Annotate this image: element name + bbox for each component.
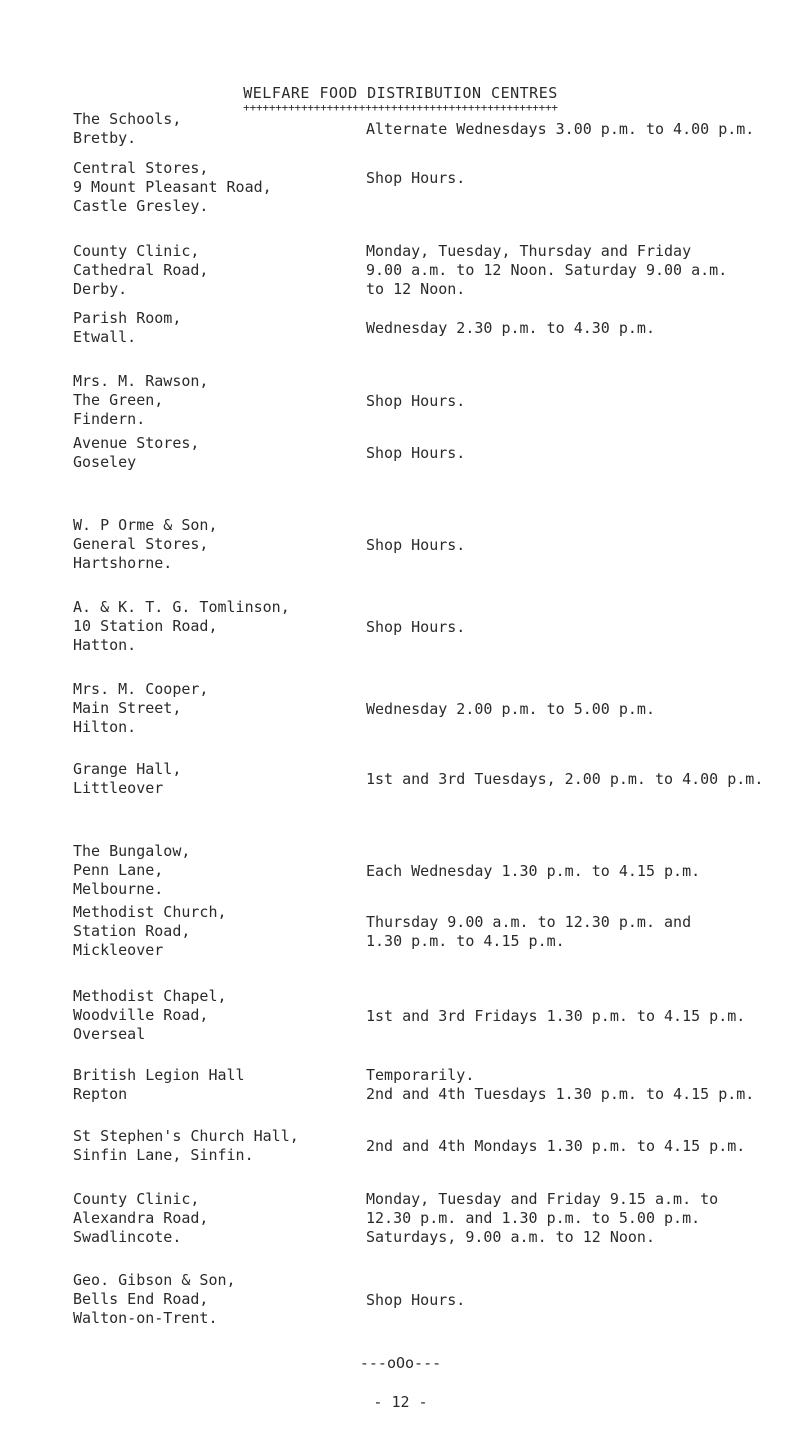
- address-line: Avenue Stores,: [73, 434, 200, 452]
- centre-address: [73, 309, 363, 347]
- centre-address: [73, 987, 363, 1044]
- centre-address: [73, 903, 363, 960]
- hours-line: Shop Hours.: [366, 444, 466, 462]
- page-title: WELFARE FOOD DISTRIBUTION CENTRES: [243, 84, 558, 102]
- centre-hours: [366, 242, 796, 299]
- centre-address: [73, 434, 363, 472]
- address-line: Swadlincote.: [73, 1228, 182, 1246]
- centre-hours: [366, 392, 796, 411]
- address-line: The Green,: [73, 391, 164, 409]
- address-line: Bretby.: [73, 129, 137, 147]
- centre-address: [73, 1127, 363, 1165]
- hours-line: Monday, Tuesday and Friday 9.15 a.m. to: [366, 1190, 719, 1208]
- hours-line: Thursday 9.00 a.m. to 12.30 p.m. and: [366, 913, 692, 931]
- address-line: Geo. Gibson & Son,: [73, 1271, 236, 1289]
- address-line: Hartshorne.: [73, 554, 173, 572]
- address-line: The Schools,: [73, 110, 182, 128]
- hours-line: Shop Hours.: [366, 618, 466, 636]
- centre-hours: [366, 536, 796, 555]
- centre-address: [73, 372, 363, 429]
- centre-hours: [366, 120, 796, 139]
- address-line: County Clinic,: [73, 242, 200, 260]
- centre-hours: [366, 1066, 796, 1104]
- address-line: Methodist Church,: [73, 903, 227, 921]
- address-line: Melbourne.: [73, 880, 164, 898]
- centre-hours: [366, 444, 796, 463]
- page-number: - 12 -: [373, 1393, 428, 1411]
- address-line: Alexandra Road,: [73, 1209, 209, 1227]
- centre-address: [73, 242, 363, 299]
- centre-hours: [366, 770, 796, 789]
- hours-line: Wednesday 2.30 p.m. to 4.30 p.m.: [366, 319, 655, 337]
- centre-address: [73, 110, 363, 148]
- centre-hours: [366, 319, 796, 338]
- address-line: Penn Lane,: [73, 861, 164, 879]
- address-line: Hilton.: [73, 718, 137, 736]
- title-underline-rule: +++++++++++++++++++++++++++++++++++++++++++++++++: [243, 101, 558, 114]
- centre-hours: [366, 1007, 796, 1026]
- address-line: Central Stores,: [73, 159, 209, 177]
- centre-address: [73, 680, 363, 737]
- address-line: Overseal: [73, 1025, 146, 1043]
- centre-hours: [366, 169, 796, 188]
- hours-line: Shop Hours.: [366, 392, 466, 410]
- address-line: Derby.: [73, 280, 128, 298]
- address-line: Littleover: [73, 779, 164, 797]
- centre-address: [73, 516, 363, 573]
- address-line: Methodist Chapel,: [73, 987, 227, 1005]
- hours-line: Shop Hours.: [366, 1291, 466, 1309]
- hours-line: 12.30 p.m. and 1.30 p.m. to 5.00 p.m.: [366, 1209, 701, 1227]
- address-line: Grange Hall,: [73, 760, 182, 778]
- hours-line: Each Wednesday 1.30 p.m. to 4.15 p.m.: [366, 862, 701, 880]
- address-line: County Clinic,: [73, 1190, 200, 1208]
- centre-hours: [366, 700, 796, 719]
- hours-line: to 12 Noon.: [366, 280, 466, 298]
- address-line: General Stores,: [73, 535, 209, 553]
- address-line: Repton: [73, 1085, 128, 1103]
- hours-line: Alternate Wednesdays 3.00 p.m. to 4.00 p.m.: [366, 120, 755, 138]
- hours-line: Temporarily.: [366, 1066, 475, 1084]
- address-line: Castle Gresley.: [73, 197, 209, 215]
- address-line: A. & K. T. G. Tomlinson,: [73, 598, 290, 616]
- address-line: The Bungalow,: [73, 842, 191, 860]
- address-line: Sinfin Lane, Sinfin.: [73, 1146, 254, 1164]
- address-line: Bells End Road,: [73, 1290, 209, 1308]
- centre-address: [73, 1190, 363, 1247]
- centre-address: [73, 842, 363, 899]
- centre-hours: [366, 618, 796, 637]
- hours-line: Shop Hours.: [366, 536, 466, 554]
- centre-hours: [366, 1291, 796, 1310]
- address-line: Station Road,: [73, 922, 191, 940]
- address-line: St Stephen's Church Hall,: [73, 1127, 299, 1145]
- address-line: British Legion Hall: [73, 1066, 245, 1084]
- hours-line: Shop Hours.: [366, 169, 466, 187]
- centre-hours: [366, 913, 796, 951]
- address-line: Mrs. M. Rawson,: [73, 372, 209, 390]
- centre-hours: [366, 1190, 796, 1247]
- address-line: Mickleover: [73, 941, 164, 959]
- address-line: Woodville Road,: [73, 1006, 209, 1024]
- hours-line: 1.30 p.m. to 4.15 p.m.: [366, 932, 565, 950]
- hours-line: Wednesday 2.00 p.m. to 5.00 p.m.: [366, 700, 655, 718]
- address-line: 9 Mount Pleasant Road,: [73, 178, 272, 196]
- centre-hours: [366, 862, 796, 881]
- hours-line: 2nd and 4th Tuesdays 1.30 p.m. to 4.15 p.m.: [366, 1085, 755, 1103]
- address-line: Walton-on-Trent.: [73, 1309, 218, 1327]
- hours-line: 1st and 3rd Fridays 1.30 p.m. to 4.15 p.m.: [366, 1007, 746, 1025]
- address-line: W. P Orme & Son,: [73, 516, 218, 534]
- centre-address: [73, 1066, 363, 1104]
- address-line: 10 Station Road,: [73, 617, 218, 635]
- hours-line: 1st and 3rd Tuesdays, 2.00 p.m. to 4.00 p.m.: [366, 770, 764, 788]
- centre-address: [73, 598, 363, 655]
- hours-line: 2nd and 4th Mondays 1.30 p.m. to 4.15 p.m.: [366, 1137, 746, 1155]
- address-line: Findern.: [73, 410, 146, 428]
- hours-line: 9.00 a.m. to 12 Noon. Saturday 9.00 a.m.: [366, 261, 728, 279]
- address-line: Etwall.: [73, 328, 137, 346]
- hours-line: Saturdays, 9.00 a.m. to 12 Noon.: [366, 1228, 655, 1246]
- centre-address: [73, 760, 363, 798]
- centre-address: [73, 159, 363, 216]
- address-line: Parish Room,: [73, 309, 182, 327]
- address-line: Cathedral Road,: [73, 261, 209, 279]
- end-mark: ---oOo---: [359, 1354, 442, 1372]
- address-line: Main Street,: [73, 699, 182, 717]
- address-line: Goseley: [73, 453, 137, 471]
- address-line: Mrs. M. Cooper,: [73, 680, 209, 698]
- address-line: Hatton.: [73, 636, 137, 654]
- centre-address: [73, 1271, 363, 1328]
- centre-hours: [366, 1137, 796, 1156]
- hours-line: Monday, Tuesday, Thursday and Friday: [366, 242, 692, 260]
